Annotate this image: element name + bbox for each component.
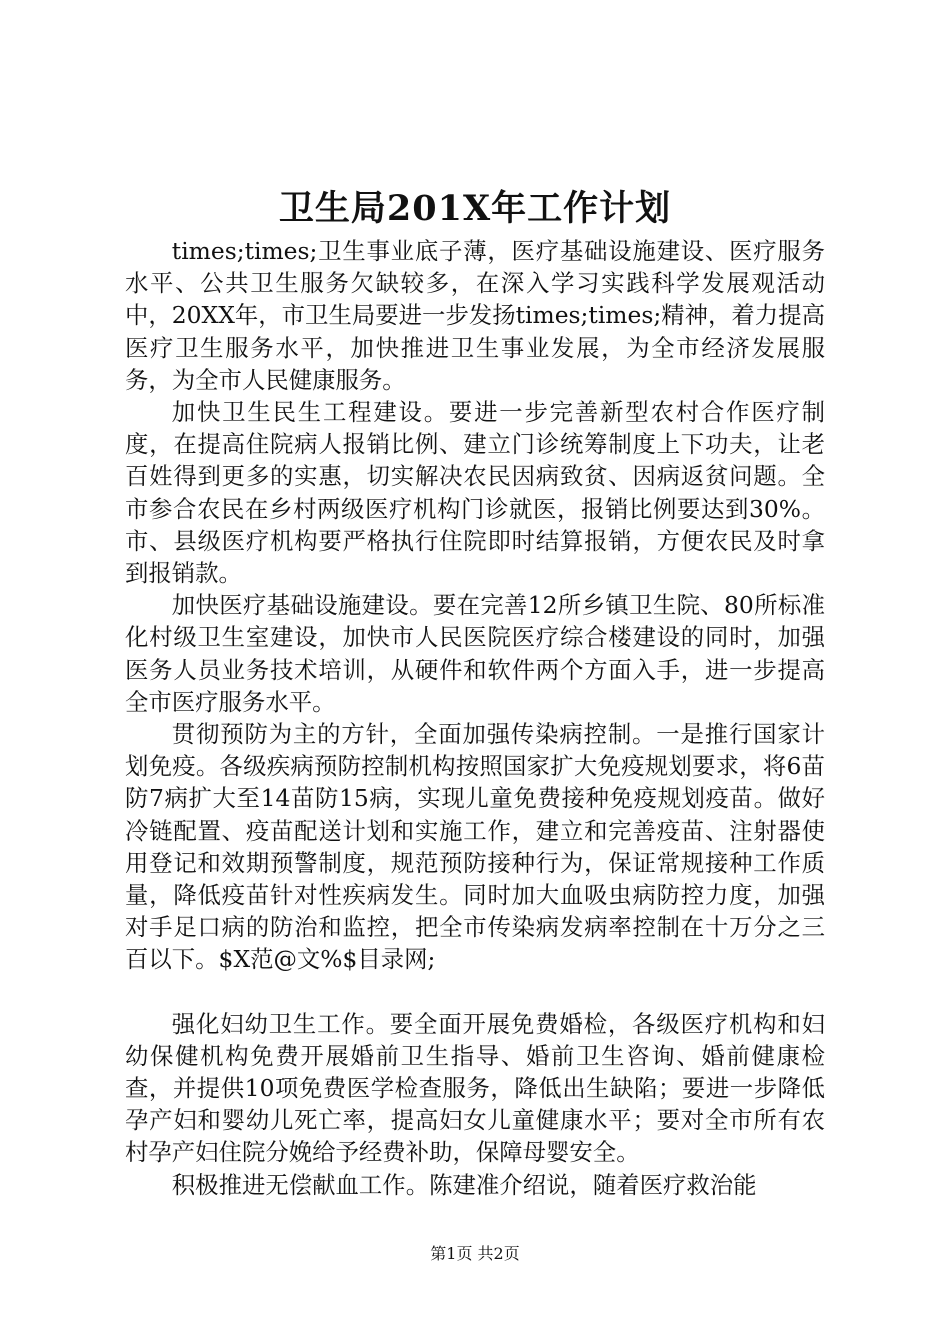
paragraph: 加快医疗基础设施建设。要在完善12所乡镇卫生院、80所标准化村级卫生室建设，加快市人民医院医疗综合楼建设的同时，加强医务人员业务技术培训，从硬件和软件两个方面入手，进一步提高全市医疗服务水平。 <box>125 591 825 716</box>
paragraph: times;times;卫生事业底子薄，医疗基础设施建设、医疗服务水平、公共卫生服务欠缺较多，在深入学习实践科学发展观活动中，20XX年，市卫生局要进一步发扬times;times;精神，着力提高医疗卫生服务水平，加快推进卫生事业发展，为全市经济发展服务，为全市人民健康服务。 <box>125 237 825 394</box>
paragraph: 积极推进无偿献血工作。陈建准介绍说，随着医疗救治能 <box>171 1170 757 1199</box>
paragraph: 强化妇幼卫生工作。要全面开展免费婚检，各级医疗机构和妇幼保健机构免费开展婚前卫生指导、婚前卫生咨询、婚前健康检查，并提供10项免费医学检查服务，降低出生缺陷；要进一步降低孕产妇和婴幼儿死亡率，提高妇女儿童健康水平；要对全市所有农村孕产妇住院分娩给予经费补助，保障母婴安全。 <box>125 1009 825 1167</box>
paragraph: 贯彻预防为主的方针，全面加强传染病控制。一是推行国家计划免疫。各级疾病预防控制机构按照国家扩大免疫规划要求，将6苗防7病扩大至14苗防15病，实现儿童免费接种免疫规划疫苗。做好冷链配置、疫苗配送计划和实施工作，建立和完善疫苗、注射器使用登记和效期预警制度，规范预防接种行为，保证常规接种工作质量，降低疫苗针对性疾病发生。同时加大血吸虫病防控力度，加强对手足口病的防治和监控，把全市传染病发病率控制在十万分之三百以下。$X范@文%$目录网; <box>125 720 825 974</box>
page-footer: 第1页 共2页 <box>430 1244 520 1263</box>
document-title: 卫生局201X年工作计划 <box>278 188 672 229</box>
paragraph: 加快卫生民生工程建设。要进一步完善新型农村合作医疗制度，在提高住院病人报销比例、建立门诊统筹制度上下功夫，让老百姓得到更多的实惠，切实解决农民因病致贫、因病返贫问题。全市参合农民在乡村两级医疗机构门诊就医，报销比例要达到30%。市、县级医疗机构要严格执行住院即时结算报销，方便农民及时拿到报销款。 <box>125 398 825 588</box>
document-body <box>125 235 825 1201</box>
